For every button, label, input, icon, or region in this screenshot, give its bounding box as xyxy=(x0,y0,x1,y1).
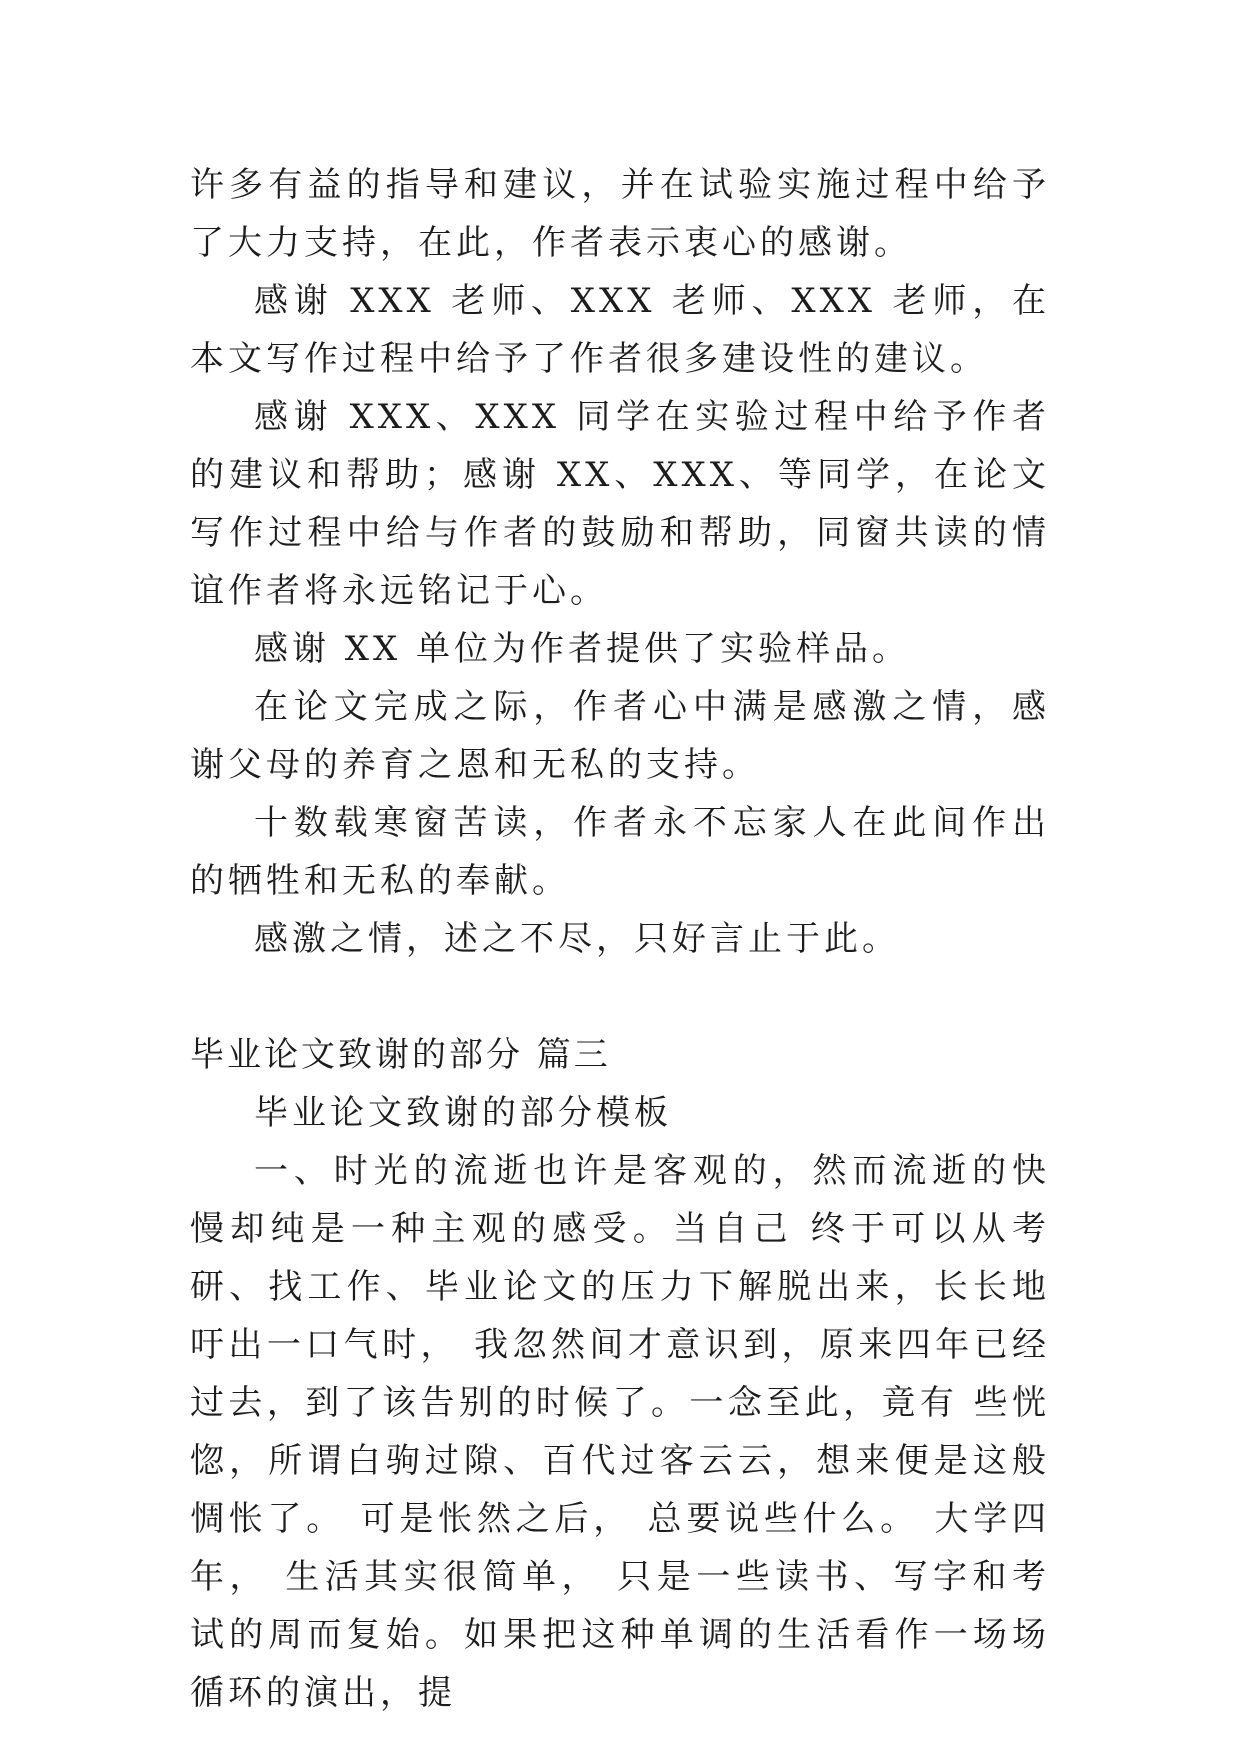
document-body xyxy=(190,156,1050,1722)
template-title: 毕业论文致谢的部分模板 xyxy=(254,1093,672,1133)
body-paragraph: 在论文完成之际，作者心中满是感激之情，感谢父母的养育之恩和无私的支持。 xyxy=(190,687,1050,785)
body-paragraph: 感谢 XXX 老师、XXX 老师、XXX 老师，在本文写作过程中给予了作者很多建设性的建议。 xyxy=(190,281,1050,379)
section-spacer xyxy=(190,968,1050,1026)
section-title: 毕业论文致谢的部分 篇三 xyxy=(190,1035,611,1075)
body-paragraph: 感激之情，述之不尽，只好言止于此。 xyxy=(254,919,900,959)
body-paragraph: 感谢 XX 单位为作者提供了实验样品。 xyxy=(254,629,911,669)
body-paragraph: 许多有益的指导和建议，并在试验实施过程中给予了大力支持，在此，作者表示衷心的感谢。 xyxy=(190,165,1050,263)
body-paragraph: 感谢 XXX、XXX 同学在实验过程中给予作者的建议和帮助；感谢 XX、XXX、等同学，在论文写作过程中给与作者的鼓励和帮助，同窗共读的情谊作者将永远铭记于心。 xyxy=(190,397,1050,611)
body-paragraph: 十数载寒窗苦读，作者永不忘家人在此间作出的牺牲和无私的奉献。 xyxy=(190,803,1050,901)
body-paragraph: 一、时光的流逝也许是客观的，然而流逝的快慢却纯是一种主观的感受。当自己 终于可以从考研、找工作、毕业论文的压力下解脱出来，长长地吁出一口气时， 我忽然间才意识到，原来四年已经过去，到了该告别的时候了。一念至此，竟有 些恍惚，所谓白驹过隙、百代过客云云，想来便是这般惆怅了。 可是怅然之后， 总要说些什么。 大学四年， 生活其实很简单， 只是一些读书、写字和考试的周而复始。如果把这种单调的生活看作一场场循环的演出，提 xyxy=(190,1151,1050,1713)
